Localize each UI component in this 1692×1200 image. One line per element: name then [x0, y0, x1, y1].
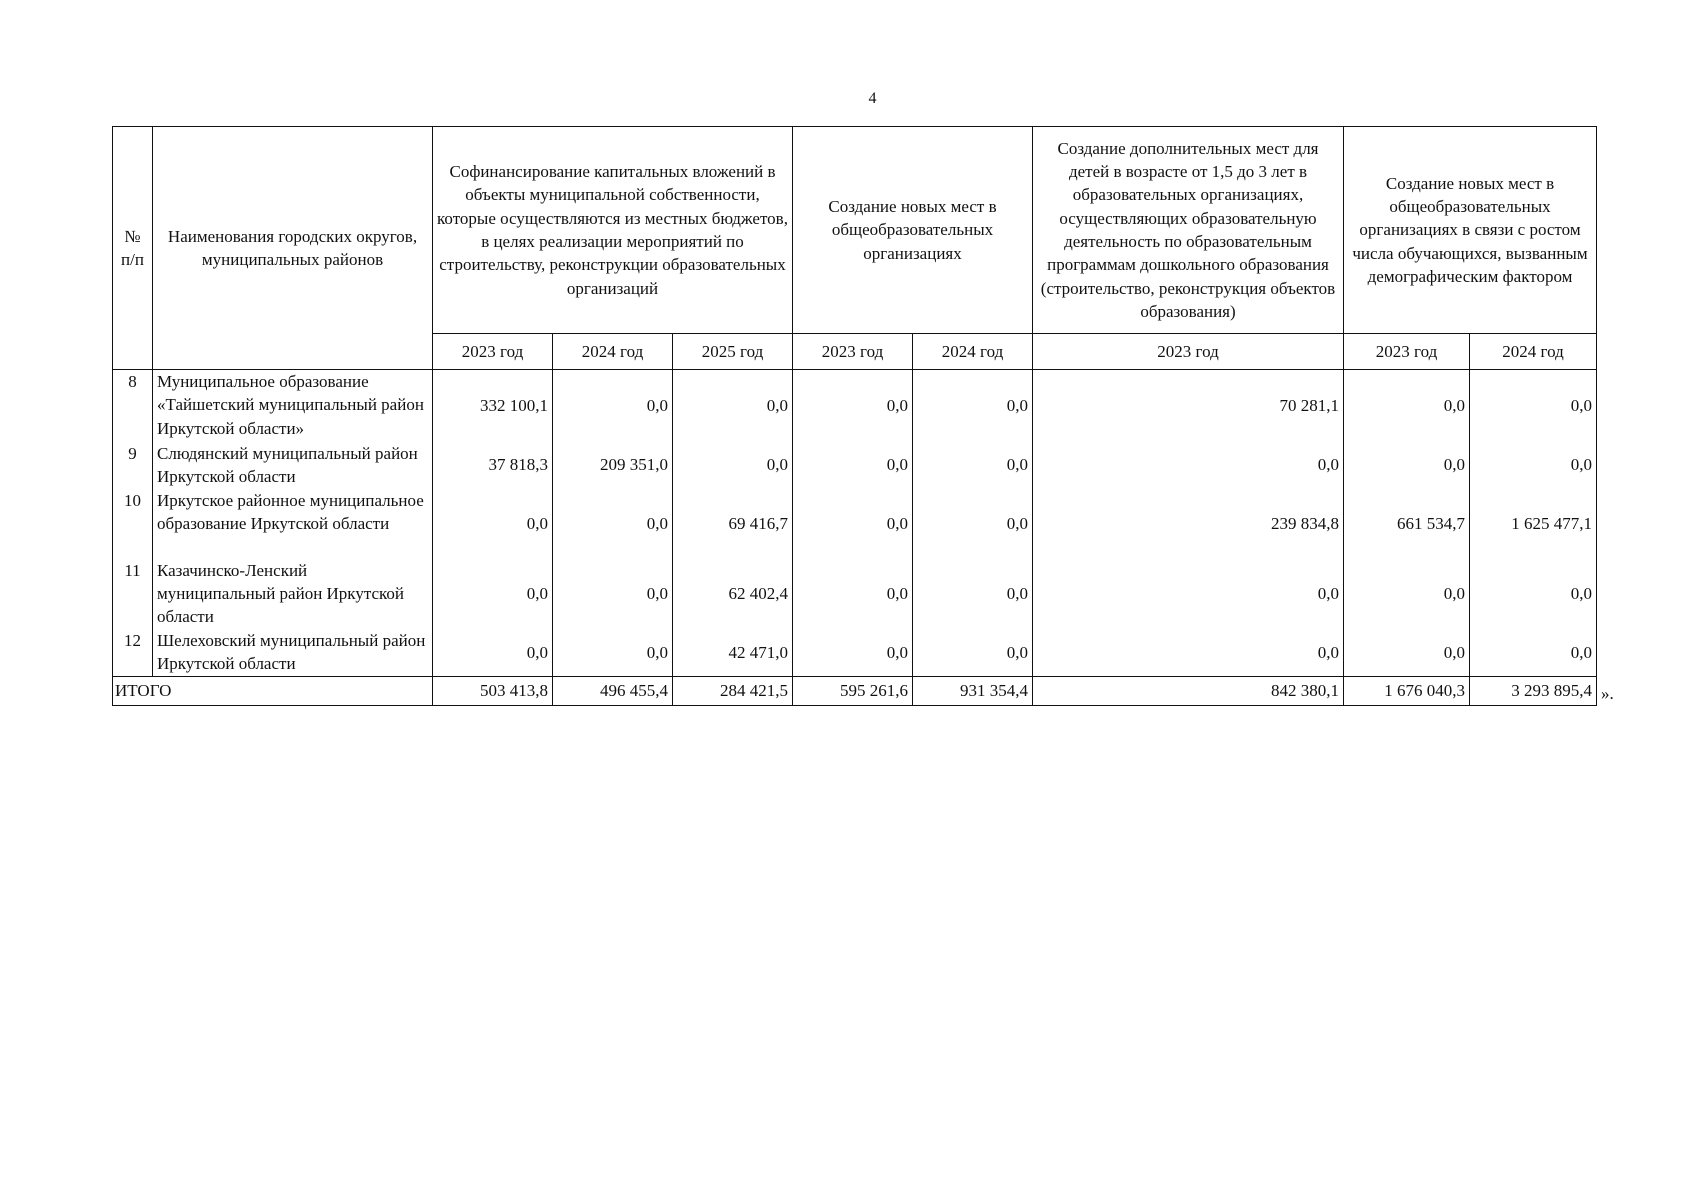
total-value: 503 413,8 — [433, 677, 553, 706]
cell-value: 0,0 — [1033, 559, 1344, 629]
total-label: ИТОГО — [113, 677, 433, 706]
cell-value: 0,0 — [1033, 629, 1344, 677]
cell-value: 0,0 — [553, 629, 673, 677]
cell-value: 0,0 — [1470, 629, 1597, 677]
cell-value: 70 281,1 — [1033, 370, 1344, 442]
group-header-new-school-places: Создание новых мест в общеобразовательных организациях — [793, 127, 1033, 334]
total-value: 1 676 040,3 — [1344, 677, 1470, 706]
cell-value: 0,0 — [553, 370, 673, 442]
cell-value: 62 402,4 — [673, 559, 793, 629]
col-name-header: Наименования городских округов, муниципальных районов — [153, 127, 433, 370]
budget-table — [112, 126, 1597, 706]
year-header: 2024 год — [553, 334, 673, 370]
table-row — [113, 559, 1597, 629]
cell-value: 0,0 — [1470, 559, 1597, 629]
table-row — [113, 629, 1597, 677]
row-number: 8 — [113, 370, 153, 442]
closing-quote-mark: ». — [1601, 684, 1614, 703]
row-number: 9 — [113, 442, 153, 489]
year-header: 2023 год — [433, 334, 553, 370]
year-header: 2025 год — [673, 334, 793, 370]
table-row — [113, 370, 1597, 442]
cell-value: 69 416,7 — [673, 489, 793, 559]
total-value: 496 455,4 — [553, 677, 673, 706]
group-header-demographic-places: Создание новых мест в общеобразовательных организациях в связи с ростом числа обучающихся, вызванным демографическим фактором — [1344, 127, 1597, 334]
year-header: 2023 год — [1344, 334, 1470, 370]
cell-value: 0,0 — [433, 489, 553, 559]
cell-value: 332 100,1 — [433, 370, 553, 442]
cell-value: 0,0 — [793, 370, 913, 442]
year-header: 2024 год — [1470, 334, 1597, 370]
cell-value: 0,0 — [1344, 442, 1470, 489]
cell-value: 0,0 — [913, 559, 1033, 629]
cell-value: 0,0 — [913, 629, 1033, 677]
year-header: 2024 год — [913, 334, 1033, 370]
row-name: Слюдянский муниципальный район Иркутской области — [153, 442, 433, 489]
cell-value: 0,0 — [1344, 559, 1470, 629]
cell-value: 0,0 — [793, 489, 913, 559]
row-name: Иркутское районное муниципальное образование Иркутской области — [153, 489, 433, 559]
cell-value: 0,0 — [673, 370, 793, 442]
group-header-cofinancing: Софинансирование капитальных вложений в объекты муниципальной собственности, которые осуществляются из местных бюджетов, в целях реализации мероприятий по строительству, реконструкции образовательных организаций — [433, 127, 793, 334]
total-value: 931 354,4 — [913, 677, 1033, 706]
cell-value: 0,0 — [433, 559, 553, 629]
cell-value: 0,0 — [793, 442, 913, 489]
cell-value: 239 834,8 — [1033, 489, 1344, 559]
total-value: 595 261,6 — [793, 677, 913, 706]
cell-value: 0,0 — [1470, 442, 1597, 489]
cell-value: 0,0 — [433, 629, 553, 677]
cell-value: 0,0 — [553, 559, 673, 629]
cell-value: 0,0 — [1033, 442, 1344, 489]
cell-value: 209 351,0 — [553, 442, 673, 489]
col-num-header: № п/п — [113, 127, 153, 370]
total-value: 842 380,1 — [1033, 677, 1344, 706]
cell-value: 0,0 — [673, 442, 793, 489]
total-row — [113, 677, 1597, 706]
cell-value: 42 471,0 — [673, 629, 793, 677]
cell-value: 0,0 — [1470, 370, 1597, 442]
row-number: 12 — [113, 629, 153, 677]
cell-value: 1 625 477,1 — [1470, 489, 1597, 559]
cell-value: 0,0 — [1344, 629, 1470, 677]
cell-value: 0,0 — [913, 370, 1033, 442]
cell-value: 0,0 — [913, 489, 1033, 559]
cell-value: 0,0 — [1344, 370, 1470, 442]
cell-value: 0,0 — [553, 489, 673, 559]
row-name: Муниципальное образование «Тайшетский муниципальный район Иркутской области» — [153, 370, 433, 442]
cell-value: 661 534,7 — [1344, 489, 1470, 559]
row-name: Шелеховский муниципальный район Иркутской области — [153, 629, 433, 677]
row-name: Казачинско-Ленский муниципальный район Иркутской области — [153, 559, 433, 629]
total-value: 3 293 895,4 — [1470, 677, 1597, 706]
row-number: 10 — [113, 489, 153, 559]
year-header: 2023 год — [793, 334, 913, 370]
table-row — [113, 442, 1597, 489]
cell-value: 0,0 — [913, 442, 1033, 489]
cell-value: 37 818,3 — [433, 442, 553, 489]
total-value: 284 421,5 — [673, 677, 793, 706]
table-row — [113, 489, 1597, 559]
row-number: 11 — [113, 559, 153, 629]
year-header: 2023 год — [1033, 334, 1344, 370]
page-number: 4 — [868, 90, 877, 107]
group-header-preschool-places: Создание дополнительных мест для детей в возрасте от 1,5 до 3 лет в образовательных организациях, осуществляющих образовательную деятельность по образовательным программам дошкольного образования (строительство, реконструкция объектов образования) — [1033, 127, 1344, 334]
cell-value: 0,0 — [793, 629, 913, 677]
cell-value: 0,0 — [793, 559, 913, 629]
